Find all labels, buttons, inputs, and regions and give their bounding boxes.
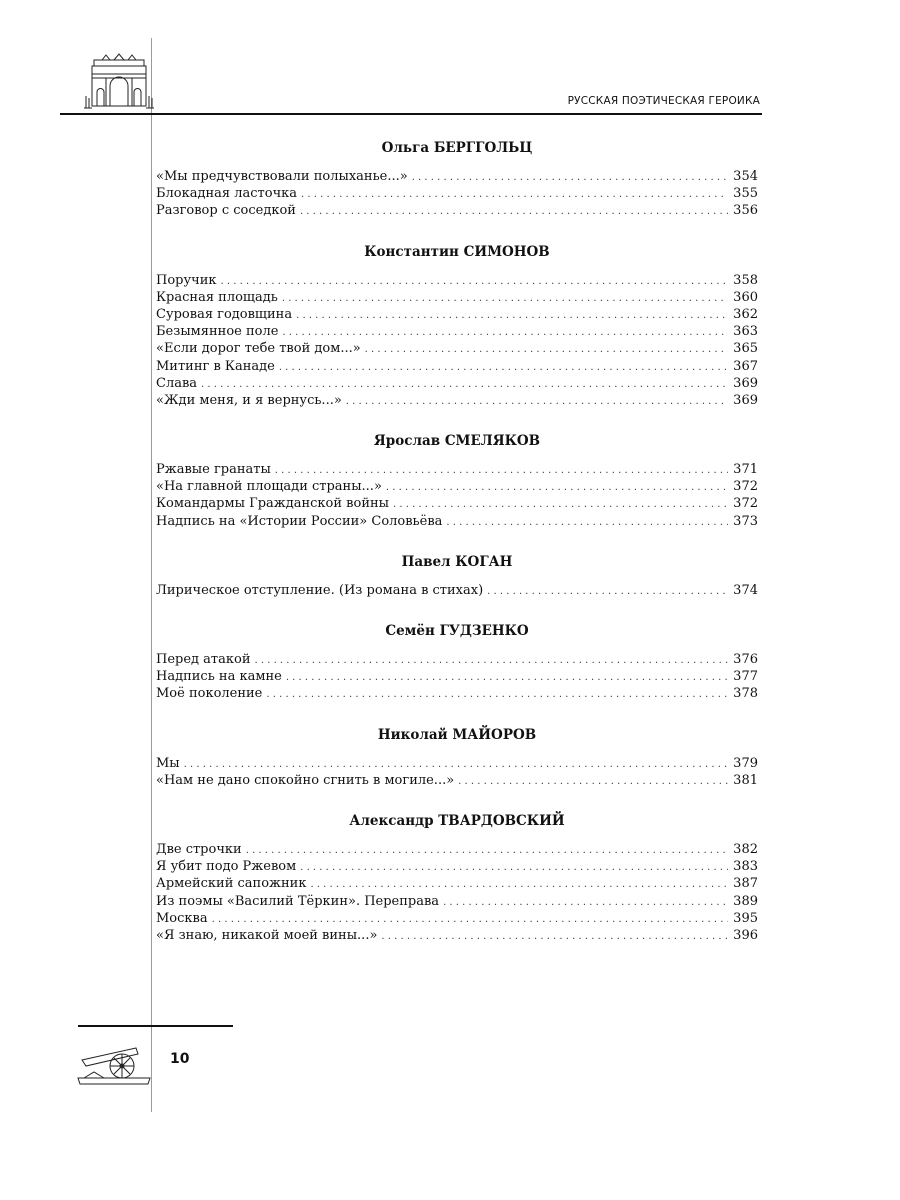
page-number: 10 [170,1051,190,1067]
section-gap [156,530,758,552]
author-last-name: КОГАН [455,553,513,570]
entry-page-number: 355 [733,186,758,202]
dot-leader [300,203,728,220]
entry-page-number: 369 [733,392,758,408]
toc-section [156,621,758,703]
dot-leader [201,376,728,393]
dot-leader [301,186,728,203]
dot-leader [443,894,728,911]
entry-title: Москва [156,910,208,926]
dot-leader [310,876,728,893]
toc-entry [156,651,758,668]
entry-page-number: 372 [733,479,758,495]
dot-leader [412,169,728,186]
dot-leader [279,359,728,376]
author-first-name: Павел [401,553,451,570]
entry-page-number: 378 [733,686,758,702]
author-heading [156,811,758,831]
entry-title: Надпись на камне [156,669,282,685]
entry-title: Я убит подо Ржевом [156,859,297,875]
toc-section [156,725,758,789]
toc-entry [156,340,758,357]
entry-page-number: 382 [733,841,758,857]
dot-leader [386,479,728,496]
author-heading [156,242,758,262]
entry-title: Поручик [156,272,217,288]
dot-leader [446,514,728,531]
author-first-name: Ярослав [373,433,441,450]
author-first-name: Константин [364,243,459,260]
entry-page-number: 381 [733,772,758,788]
section-gap [156,599,758,621]
entry-page-number: 356 [733,203,758,219]
toc-entry [156,392,758,409]
toc-entry [156,875,758,892]
author-first-name: Александр [349,812,434,829]
dot-leader [300,859,728,876]
author-heading [156,552,758,572]
entry-page-number: 377 [733,669,758,685]
dot-leader [381,928,728,945]
entry-title: Разговор с соседкой [156,203,296,219]
toc-entry [156,202,758,219]
entry-page-number: 376 [733,652,758,667]
author-last-name: БЕРГГОЛЬЦ [433,140,533,156]
entry-page-number: 369 [733,375,758,391]
section-gap [156,789,758,811]
toc-entry [156,289,758,306]
dot-leader [221,273,728,290]
entry-page-number: 363 [733,324,758,340]
toc-entry [156,755,758,772]
dot-leader [212,911,728,928]
entry-title: Лирическое отступление. (Из романа в стихах) [156,582,484,598]
section-gap [156,703,758,725]
toc-entry [156,323,758,340]
dot-leader [246,842,728,859]
running-head: РУССКАЯ ПОЭТИЧЕСКАЯ ГЕРОИКА [567,95,760,107]
author-last-name: СИМОНОВ [463,243,550,260]
entry-title: Командармы Гражданской войны [156,496,389,512]
entry-title: Красная площадь [156,289,278,305]
author-heading [156,138,758,158]
author-last-name: ГУДЗЕНКО [439,623,529,639]
entry-title: Моё поколение [156,686,263,702]
dot-leader [286,669,728,686]
dot-leader [393,496,728,513]
entry-title: Суровая годовщина [156,306,293,322]
toc-entry [156,772,758,789]
entry-page-number: 371 [733,462,758,478]
toc-entry [156,668,758,685]
entry-title: «На главной площади страны...» [156,479,382,495]
author-first-name: Семён [385,623,435,639]
toc-entry [156,306,758,323]
toc-section [156,242,758,410]
entry-title: Ржавые гранаты [156,462,271,478]
toc-entry [156,582,758,599]
toc-section [156,431,758,530]
toc-entry [156,841,758,858]
entry-page-number: 373 [733,513,758,529]
toc-entry [156,927,758,944]
dot-leader [365,341,728,358]
author-first-name: Ольга [381,140,430,156]
dot-leader [282,290,728,307]
entry-page-number: 379 [733,755,758,771]
toc-entry [156,358,758,375]
toc-entry [156,375,758,392]
entry-page-number: 374 [733,582,758,598]
entry-title: Мы [156,755,180,771]
entry-page-number: 396 [733,927,758,943]
entry-page-number: 387 [733,876,758,892]
dot-leader [346,393,728,410]
cannon-icon [76,1038,154,1086]
triumphal-arch-icon [84,52,154,112]
toc-entry [156,858,758,875]
toc-entry [156,685,758,702]
author-first-name: Николай [377,726,448,743]
entry-title: Блокадная ласточка [156,186,298,202]
entry-page-number: 362 [733,306,758,322]
entry-page-number: 372 [733,496,758,512]
margin-rule [151,38,152,1112]
entry-page-number: 358 [733,272,758,288]
entry-title: «Если дорог тебе твой дом...» [156,341,361,357]
entry-page-number: 354 [733,169,758,184]
entry-title: Две строчки [156,841,242,857]
toc-entry [156,513,758,530]
entry-title: Слава [156,375,198,391]
toc-entry [156,461,758,478]
author-last-name: ТВАРДОВСКИЙ [438,812,565,829]
entry-page-number: 395 [733,910,758,926]
entry-page-number: 383 [733,859,758,875]
entry-page-number: 367 [733,358,758,374]
author-heading [156,621,758,641]
toc-entry [156,168,758,185]
entry-title: Надпись на «Истории России» Соловьёва [156,513,443,529]
toc-entry [156,272,758,289]
entry-title: Митинг в Канаде [156,358,275,374]
entry-title: «Нам не дано спокойно сгнить в могиле...» [156,772,455,788]
toc-section [156,811,758,944]
dot-leader [487,583,728,600]
entry-title: «Жди меня, и я вернусь...» [156,392,342,408]
entry-title: Армейский сапожник [156,876,307,892]
toc-section [156,552,758,599]
dot-leader [255,652,729,669]
entry-title: Из поэмы «Василий Тёркин». Переправа [156,893,440,909]
toc-entry [156,495,758,512]
dot-leader [266,686,728,703]
author-last-name: СМЕЛЯКОВ [444,433,541,450]
toc-section [156,138,758,220]
entry-title: «Мы предчувствовали полыханье...» [156,169,408,184]
dot-leader [275,462,728,479]
toc-entry [156,893,758,910]
dot-leader [296,307,728,324]
entry-title: Безымянное поле [156,324,279,340]
toc-entry [156,478,758,495]
table-of-contents [156,138,758,944]
author-heading [156,431,758,451]
section-gap [156,409,758,431]
author-heading [156,725,758,745]
entry-title: «Я знаю, никакой моей вины...» [156,927,378,943]
entry-page-number: 365 [733,341,758,357]
dot-leader [458,773,728,790]
entry-title: Перед атакой [156,652,251,667]
toc-entry [156,910,758,927]
dot-leader [282,324,728,341]
entry-page-number: 389 [733,893,758,909]
footer-rule [78,1025,233,1027]
entry-page-number: 360 [733,289,758,305]
author-last-name: МАЙОРОВ [452,726,537,743]
toc-entry [156,185,758,202]
dot-leader [184,756,728,773]
section-gap [156,220,758,242]
header-rule [60,113,762,115]
